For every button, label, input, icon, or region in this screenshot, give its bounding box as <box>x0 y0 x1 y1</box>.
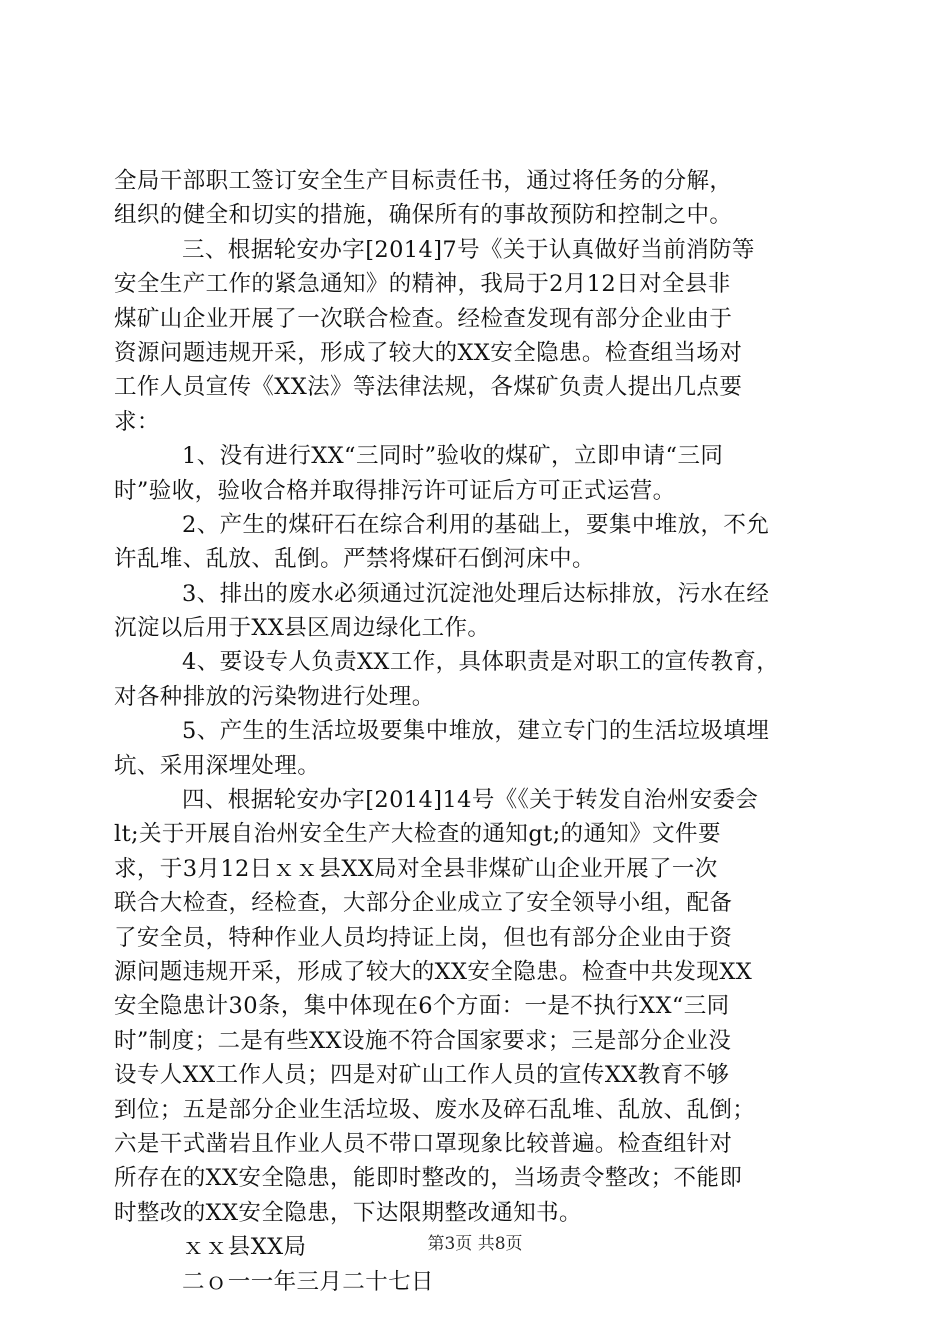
text-line: 设专人XX工作人员；四是对矿山工作人员的宣传XX教育不够 <box>114 1062 730 1089</box>
text-line: 四、根据轮安办字[2014]14号《《关于转发自治州安委会 <box>182 787 759 814</box>
text-line: 3、排出的废水必须通过沉淀池处理后达标排放，污水在经 <box>182 580 770 607</box>
text-line: ｘｘ县XX局 <box>182 1234 307 1261</box>
text-line: 对各种排放的污染物进行处理。 <box>114 683 435 710</box>
text-line: 时”验收，验收合格并取得排污许可证后方可正式运营。 <box>114 477 676 504</box>
text-line: 源问题违规开采，形成了较大的XX安全隐患。检查中共发现XX <box>114 958 753 985</box>
text-line: 煤矿山企业开展了一次联合检查。经检查发现有部分企业由于 <box>114 305 733 332</box>
text-line: 所存在的XX安全隐患，能即时整改的，当场责令整改；不能即 <box>114 1165 743 1192</box>
text-line: 组织的健全和切实的措施，确保所有的事故预防和控制之中。 <box>114 202 733 229</box>
text-line: 资源问题违规开采，形成了较大的XX安全隐患。检查组当场对 <box>114 339 743 366</box>
text-line: 工作人员宣传《XX法》等法律法规，各煤矿负责人提出几点要 <box>114 374 743 401</box>
text-line: 4、要设专人负责XX工作，具体职责是对职工的宣传教育， <box>182 649 780 676</box>
text-line: lt;关于开展自治州安全生产大检查的通知gt;的通知》文件要 <box>114 821 721 848</box>
text-line: 六是干式凿岩且作业人员不带口罩现象比较普遍。检查组针对 <box>114 1130 733 1157</box>
text-line: 坑、采用深埋处理。 <box>114 752 321 779</box>
text-line: 沉淀以后用于XX县区周边绿化工作。 <box>114 615 491 642</box>
text-line: 安全隐患计30条，集中体现在6个方面：一是不执行XX“三同 <box>114 993 730 1020</box>
text-line: 三、根据轮安办字[2014]7号《关于认真做好当前消防等 <box>182 236 755 263</box>
text-line: 5、产生的生活垃圾要集中堆放，建立专门的生活垃圾填埋 <box>182 718 770 745</box>
text-line: 时整改的XX安全隐患，下达限期整改通知书。 <box>114 1199 582 1226</box>
text-line: 全局干部职工签订安全生产目标责任书，通过将任务的分解， <box>114 168 733 194</box>
text-line: 1、没有进行XX“三同时”验收的煤矿，立即申请“三同 <box>182 443 724 470</box>
text-line: 许乱堆、乱放、乱倒。严禁将煤矸石倒河床中。 <box>114 546 595 573</box>
page-footer: 第3页 共8页 <box>427 1234 523 1254</box>
text-line: 了安全员，特种作业人员均持证上岗，但也有部分企业由于资 <box>114 924 733 951</box>
text-line: 联合大检查，经检查，大部分企业成立了安全领导小组，配备 <box>114 890 733 917</box>
text-line: 安全生产工作的紧急通知》的精神，我局于2月12日对全县非 <box>114 271 731 298</box>
text-line: 时”制度；二是有些XX设施不符合国家要求；三是部分企业没 <box>114 1027 732 1054</box>
document-body <box>114 164 844 1299</box>
text-line: 到位；五是部分企业生活垃圾、废水及碎石乱堆、乱放、乱倒； <box>114 1096 756 1123</box>
text-line: 求： <box>114 408 160 435</box>
text-line: 二ｏ一一年三月二十七日 <box>182 1268 434 1295</box>
text-line: 2、产生的煤矸石在综合利用的基础上，要集中堆放，不允 <box>182 511 770 538</box>
text-line: 求，于3月12日ｘｘ县XX局对全县非煤矿山企业开展了一次 <box>114 855 718 882</box>
